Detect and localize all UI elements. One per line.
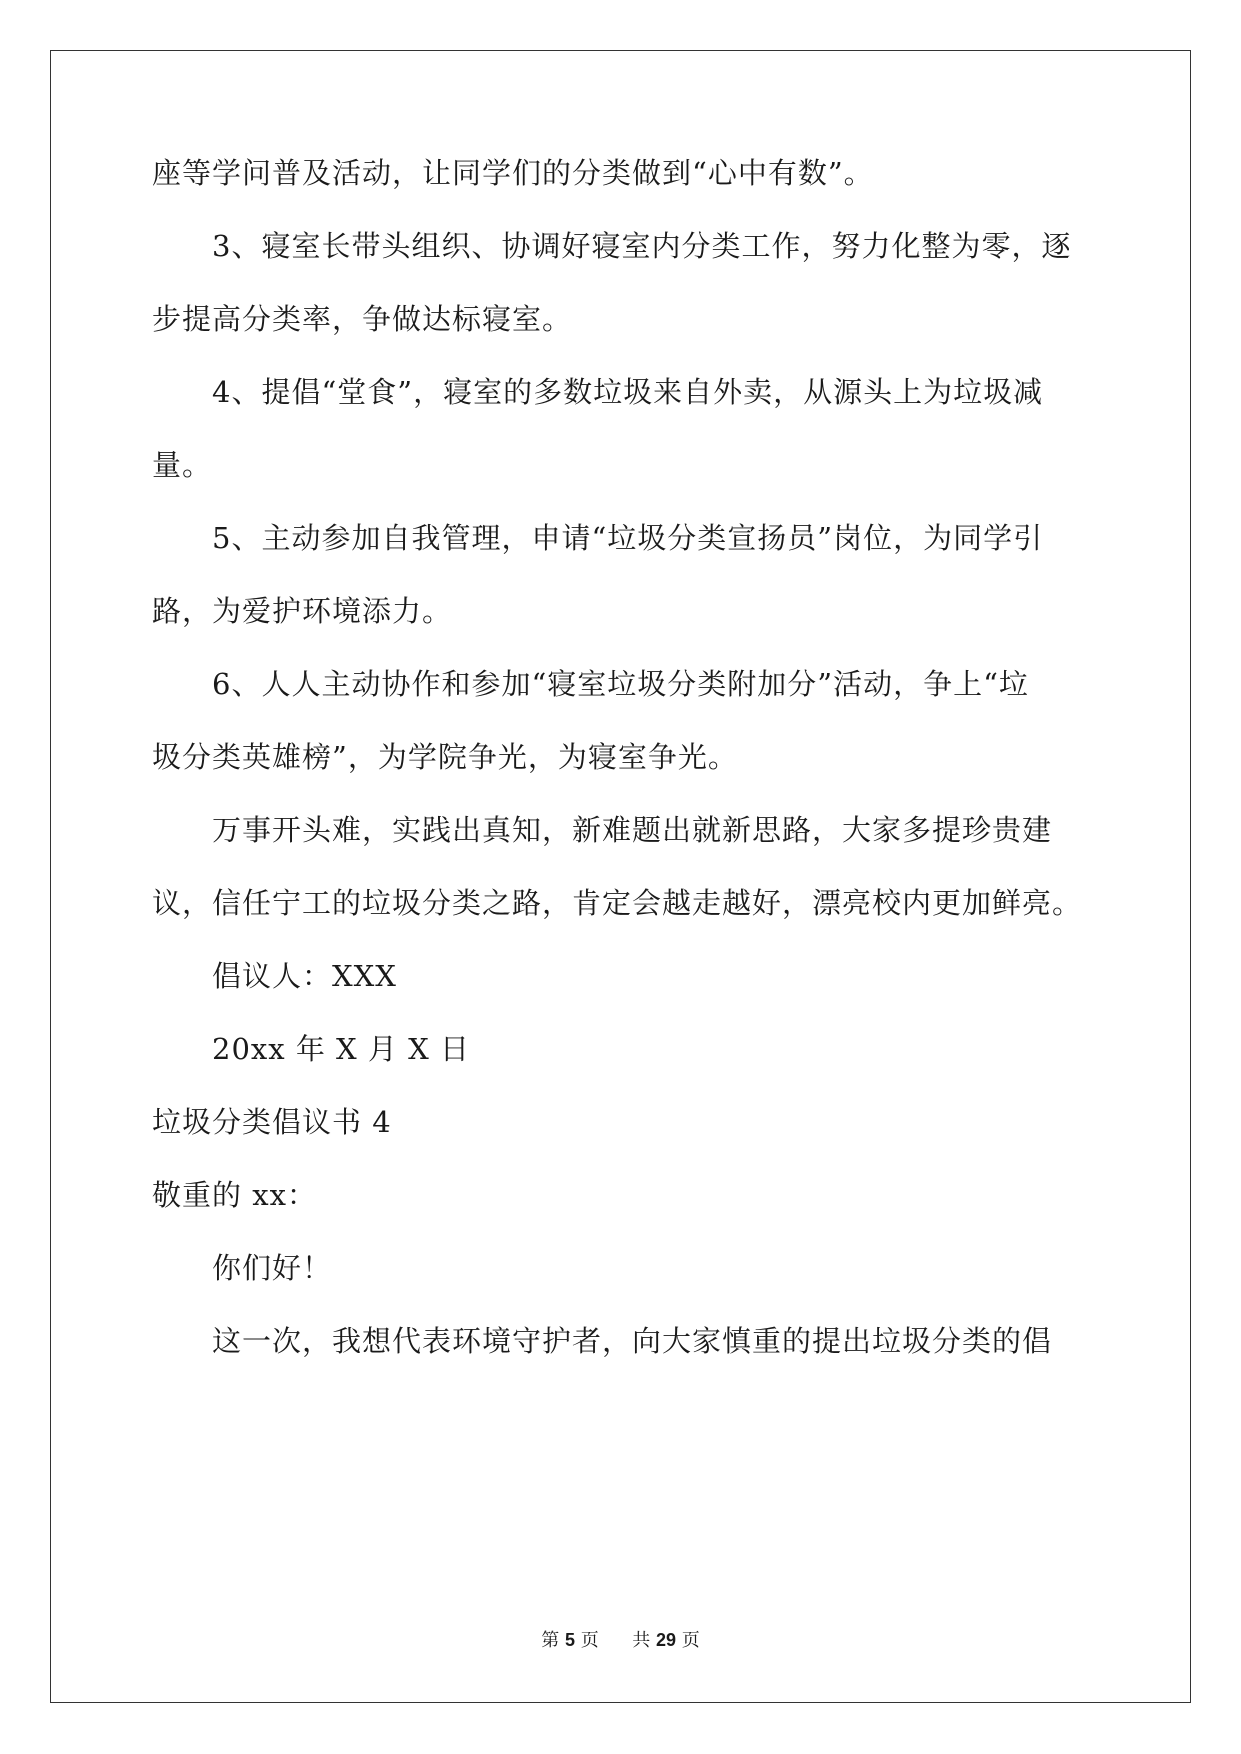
closing-paragraph-line-1: 万事开头难，实践出真知，新难题出就新思路，大家多提珍贵建	[212, 813, 1053, 847]
list-item-5-line-1: 5、主动参加自我管理，申请“垃圾分类宣扬员”岗位，为同学引	[212, 521, 1044, 555]
body-line-last: 这一次，我想代表环境守护者，向大家慎重的提出垃圾分类的倡	[212, 1324, 1053, 1358]
footer-page-suffix: 页	[580, 1630, 599, 1651]
closing-paragraph-line-2: 议，信任宁工的垃圾分类之路，肯定会越走越好，漂亮校内更加鲜亮。	[152, 886, 1083, 920]
list-item-4-line-2: 量。	[152, 448, 213, 482]
list-item-6-line-1: 6、人人主动协作和参加“寝室垃圾分类附加分”活动，争上“垃	[212, 667, 1029, 701]
list-item-5-line-2: 路，为爱护环境添力。	[152, 594, 453, 628]
footer-total-pages: 29	[655, 1630, 676, 1650]
footer-page-prefix: 第	[541, 1630, 560, 1651]
date-line: 20xx 年 X 月 X 日	[212, 1032, 470, 1066]
proposer-line: 倡议人：XXX	[212, 959, 397, 993]
footer-total-prefix: 共	[632, 1630, 651, 1651]
footer-total-suffix: 页	[681, 1630, 700, 1651]
page-footer	[0, 1628, 1241, 1653]
list-item-6-line-2: 圾分类英雄榜”，为学院争光，为寝室争光。	[152, 740, 738, 774]
page-border	[50, 50, 1191, 1703]
list-item-4-line-1: 4、提倡“堂食”，寝室的多数垃圾来自外卖，从源头上为垃圾减	[212, 375, 1044, 409]
section-title: 垃圾分类倡议书 4	[152, 1105, 392, 1139]
greeting: 你们好！	[212, 1251, 333, 1285]
list-item-3-line-1: 3、寝室长带头组织、协调好寝室内分类工作，努力化整为零，逐	[212, 229, 1072, 263]
footer-page-number: 5	[565, 1630, 576, 1650]
list-item-3-line-2: 步提高分类率，争做达标寝室。	[152, 302, 573, 336]
body-line-1: 座等学问普及活动，让同学们的分类做到“心中有数”。	[152, 156, 874, 190]
salutation: 敬重的 xx：	[152, 1178, 317, 1212]
